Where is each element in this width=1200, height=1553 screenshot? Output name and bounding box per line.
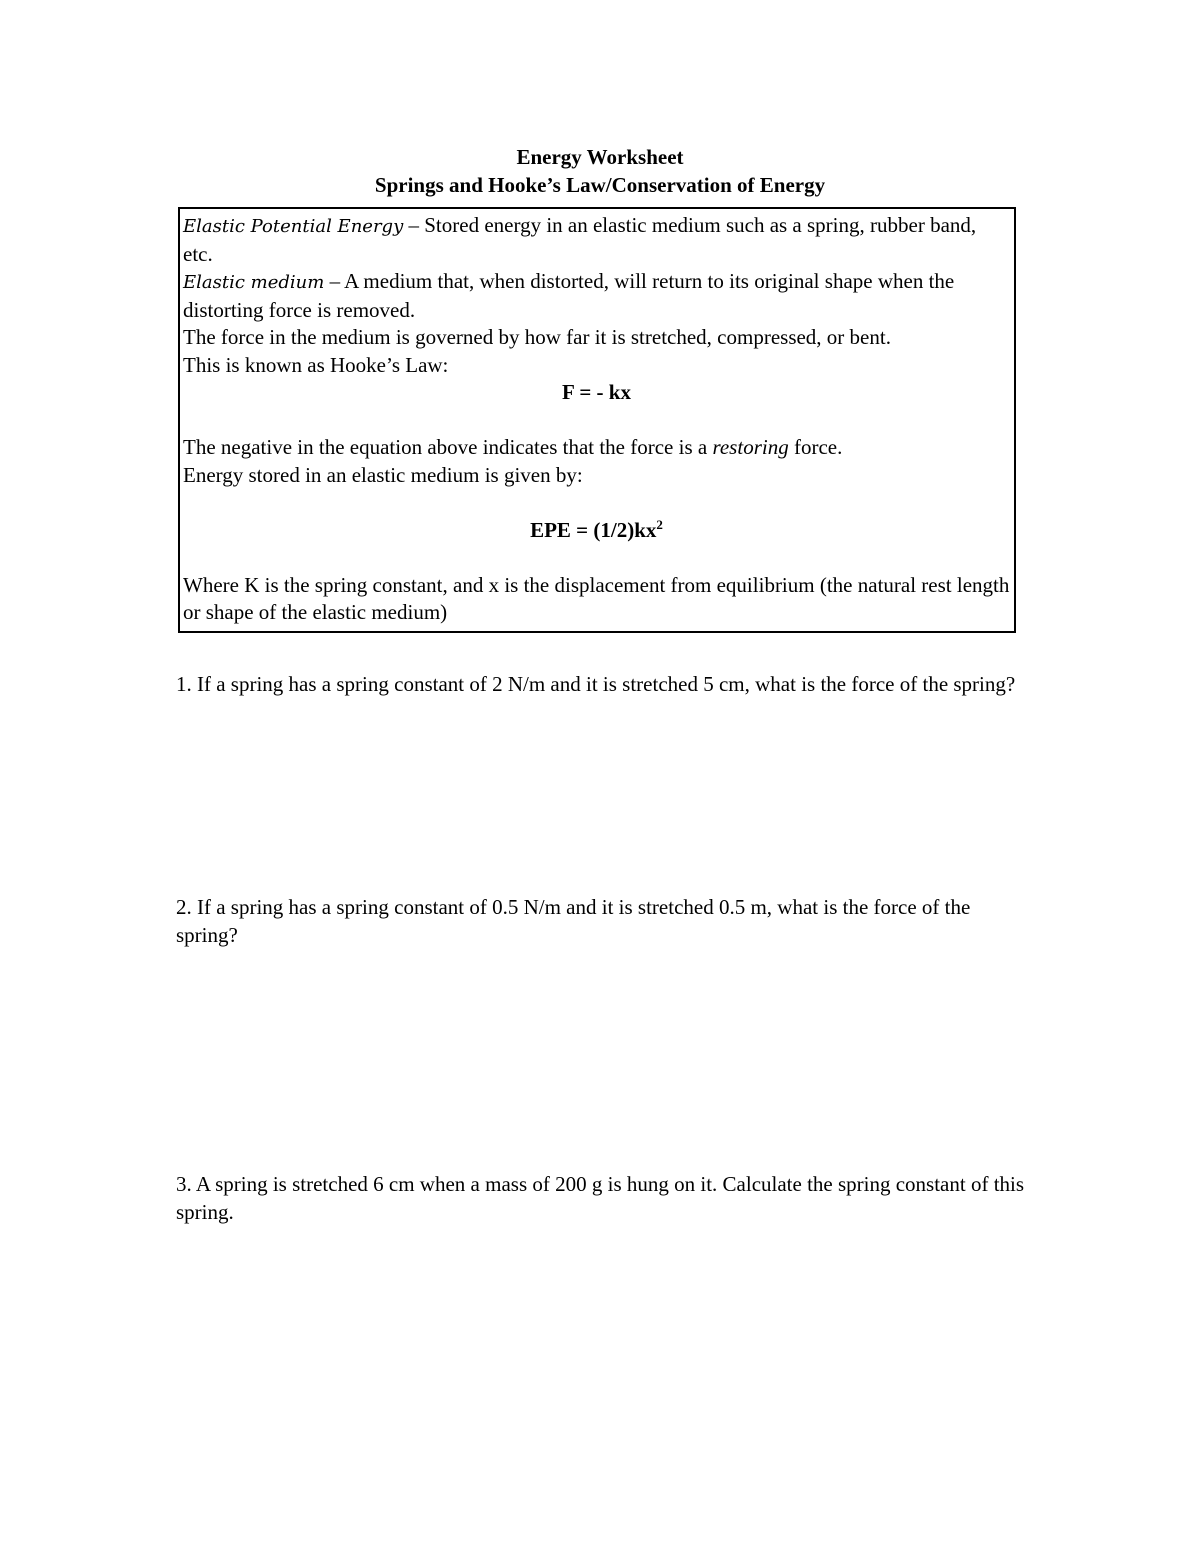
restoring-word: restoring (712, 435, 789, 459)
medium-definition-text: – A medium that, when distorted, will return to its original shape when the distorting force is removed. (183, 269, 955, 322)
hooke-formula: F = - kx (562, 380, 631, 404)
epe-term: Elastic Potential Energy (183, 216, 404, 237)
where-text: Where K is the spring constant, and x is the displacement from equilibrium (the natural rest length or shape of the elastic medium) (183, 572, 1010, 624)
restoring-line-start: The negative in the equation above indicates that the force is a (183, 435, 713, 459)
epe-definition-text: – Stored energy in an elastic medium such as a spring, rubber band, etc. (183, 213, 977, 266)
force-line: The force in the medium is governed by how far it is stretched, compressed, or bent. (183, 325, 891, 349)
blank-line (183, 489, 1010, 517)
blank-line (183, 407, 1010, 435)
medium-definition (183, 268, 1010, 324)
epe-formula-exponent: 2 (656, 516, 663, 532)
question-1: 1. If a spring has a spring constant of 2 N/m and it is stretched 5 cm, what is the force of the spring? (176, 672, 1016, 696)
medium-term: Elastic medium (183, 272, 325, 293)
epe-formula-text: EPE = (1/2)kx (530, 517, 657, 542)
question-2: 2. If a spring has a spring constant of 0.5 N/m and it is stretched 0.5 m, what is the force of the spring? (176, 895, 971, 947)
definitions-box (178, 207, 1016, 633)
question-3: 3. A spring is stretched 6 cm when a mass of 200 g is hung on it. Calculate the spring constant of this spring. (176, 1172, 1025, 1224)
restoring-force-line (183, 434, 1010, 462)
epe-formula (183, 517, 1010, 545)
blank-line (183, 544, 1010, 572)
restoring-line-end: force. (788, 435, 843, 459)
epe-definition (183, 212, 1010, 268)
worksheet-subtitle: Springs and Hooke’s Law/Conservation of Energy (374, 173, 826, 197)
worksheet-title: Energy Worksheet (516, 145, 684, 169)
hooke-intro: This is known as Hooke’s Law: (183, 352, 449, 377)
energy-intro: Energy stored in an elastic medium is given by: (183, 462, 583, 487)
